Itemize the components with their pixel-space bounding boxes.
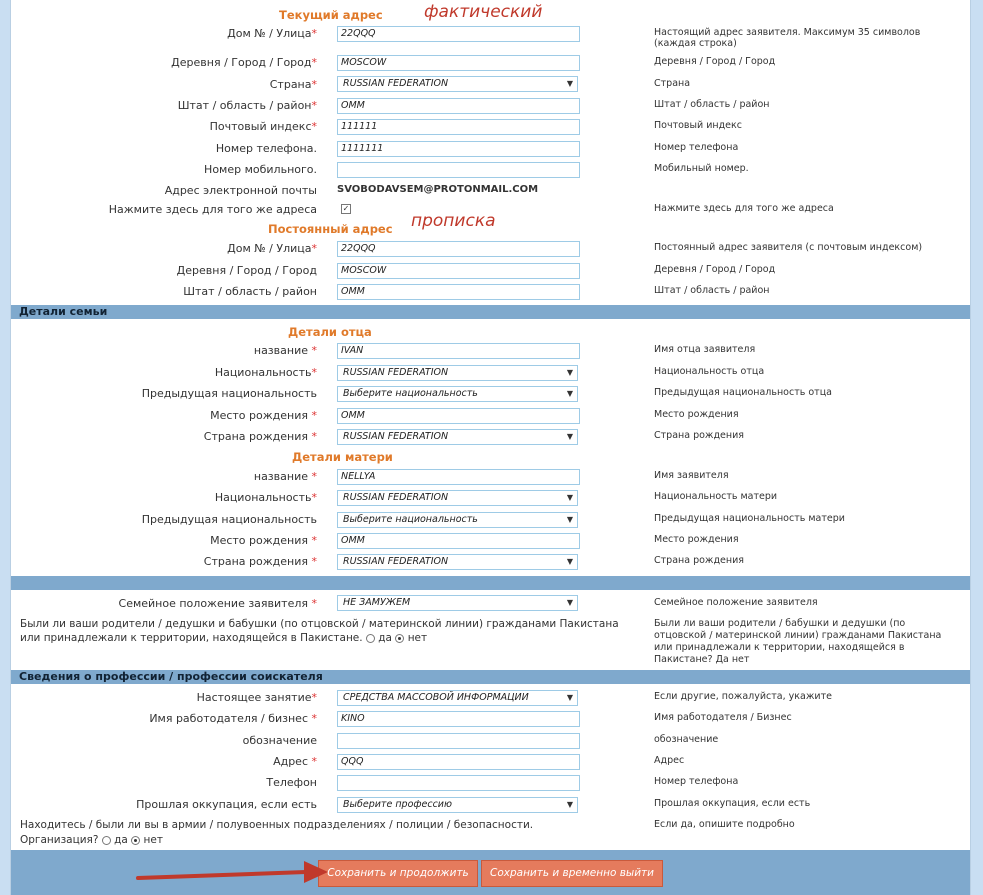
same-address-checkbox[interactable]: ✓	[342, 204, 350, 213]
mother-title: Детали матери	[292, 450, 393, 464]
village-label: Деревня / Город / Город*	[171, 56, 317, 69]
father-name-input[interactable]: IVAN	[337, 343, 580, 359]
current-address-title: Текущий адрес	[279, 8, 383, 22]
phone-input[interactable]: 1111111	[337, 141, 580, 157]
house-input[interactable]: 22QQQ	[337, 26, 580, 42]
same-address-hint: Нажмите здесь для того же адреса	[654, 203, 834, 214]
save-continue-button[interactable]: Сохранить и продолжить	[318, 860, 478, 887]
state-input[interactable]: OMM	[337, 98, 580, 114]
father-prev-nationality-label: Предыдущая национальность	[141, 387, 317, 400]
perm-house-hint: Постоянный адрес заявителя (с почтовым индексом)	[654, 242, 923, 253]
employer-phone-label: Телефон	[266, 776, 317, 789]
chevron-down-icon: ▼	[566, 515, 573, 524]
father-nationality-label: Национальность*	[214, 366, 317, 379]
state-hint: Штат / область / район	[654, 99, 770, 110]
perm-village-hint: Деревня / Город / Город	[654, 264, 776, 275]
state-label: Штат / область / район*	[177, 99, 317, 112]
army-yes-label: да	[114, 834, 128, 846]
employer-label: Имя работодателя / бизнес *	[149, 712, 317, 725]
chevron-down-icon: ▼	[566, 493, 573, 502]
father-birth-country-label: Страна рождения *	[203, 430, 317, 443]
country-select[interactable]: RUSSIAN FEDERATION ▼	[337, 76, 578, 92]
army-yes-radio[interactable]	[102, 836, 111, 845]
phone-hint: Номер телефона	[654, 142, 739, 153]
employer-phone-input[interactable]	[337, 775, 580, 791]
past-occupation-select[interactable]: Выберите профессию ▼	[337, 797, 578, 813]
chevron-down-icon: ▼	[566, 389, 573, 398]
phone-label: Номер телефона.	[215, 142, 317, 155]
father-nationality-hint: Национальность отца	[654, 366, 765, 377]
employer-address-hint: Адрес	[654, 755, 685, 766]
perm-state-label: Штат / область / район	[183, 285, 317, 298]
past-occupation-label: Прошлая оккупация, если есть	[136, 798, 317, 811]
profession-section-band: Сведения о профессии / профессии соискателя	[11, 670, 970, 684]
email-label: Адрес электронной почты	[164, 184, 317, 197]
postal-hint: Почтовый индекс	[654, 120, 742, 131]
perm-state-hint: Штат / область / район	[654, 285, 770, 296]
permanent-address-title: Постоянный адрес	[268, 222, 393, 236]
employer-input[interactable]: KINO	[337, 711, 580, 727]
father-prev-nationality-hint: Предыдущая национальность отца	[654, 387, 833, 398]
occupation-label: Настоящее занятие*	[196, 691, 317, 704]
army-question-line2: Организация? да нет	[20, 834, 163, 846]
pakistan-hint: Были ли ваши родители / бабушки и дедушки (по отцовской / материнской линии) гражданами Пакистана или принадлежали к территории, находящейся в Пакистане? Да нет	[654, 618, 942, 665]
village-input[interactable]: MOSCOW	[337, 55, 580, 71]
mother-prev-nationality-label: Предыдущая национальность	[141, 513, 317, 526]
mobile-label: Номер мобильного.	[204, 163, 317, 176]
mother-name-hint: Имя заявителя	[654, 470, 729, 481]
mother-nationality-select[interactable]: RUSSIAN FEDERATION ▼	[337, 490, 578, 506]
mother-birth-country-hint: Страна рождения	[654, 555, 744, 566]
house-hint: Настоящий адрес заявителя. Максимум 35 символов (каждая строка)	[654, 27, 921, 49]
army-hint: Если да, опишите подробно	[654, 819, 795, 830]
mother-birth-country-label: Страна рождения *	[203, 555, 317, 568]
chevron-down-icon: ▼	[566, 693, 573, 702]
village-hint: Деревня / Город / Город	[654, 56, 776, 67]
country-label: Страна*	[269, 78, 317, 91]
perm-village-label: Деревня / Город / Город	[176, 264, 317, 277]
annotation-registration: прописка	[411, 211, 496, 231]
mother-nationality-label: Национальность*	[214, 491, 317, 504]
marital-hint: Семейное положение заявителя	[654, 597, 818, 608]
annotation-factual: фактический	[424, 2, 543, 22]
mother-name-input[interactable]: NELLYA	[337, 469, 580, 485]
mother-nationality-hint: Национальность матери	[654, 491, 778, 502]
chevron-down-icon: ▼	[566, 557, 573, 566]
father-name-label: название *	[253, 344, 317, 357]
divider-band	[11, 576, 970, 590]
father-prev-nationality-select[interactable]: Выберите национальность ▼	[337, 386, 578, 402]
army-question-line1: Находитесь / были ли вы в армии / полувоенных подразделениях / полиции / безопасности.	[20, 819, 534, 831]
chevron-down-icon: ▼	[566, 432, 573, 441]
designation-label: обозначение	[242, 734, 317, 747]
occupation-select[interactable]: СРЕДСТВА МАССОВОЙ ИНФОРМАЦИИ ▼	[337, 690, 578, 706]
father-birthplace-input[interactable]: OMM	[337, 408, 580, 424]
mother-birthplace-input[interactable]: OMM	[337, 533, 580, 549]
mobile-input[interactable]	[337, 162, 580, 178]
mother-name-label: название *	[253, 470, 317, 483]
father-birthplace-hint: Место рождения	[654, 409, 739, 420]
house-label: Дом № / Улица*	[227, 27, 317, 40]
chevron-down-icon: ▼	[566, 79, 573, 88]
mother-prev-nationality-select[interactable]: Выберите национальность ▼	[337, 512, 578, 528]
mother-birth-country-select[interactable]: RUSSIAN FEDERATION ▼	[337, 554, 578, 570]
pakistan-yes-radio[interactable]	[366, 634, 375, 643]
father-birth-country-hint: Страна рождения	[654, 430, 744, 441]
pakistan-no-label: нет	[407, 632, 428, 644]
mother-birthplace-hint: Место рождения	[654, 534, 739, 545]
pakistan-question-line1: Были ли ваши родители / дедушки и бабушки (по отцовской / материнской линии) гражданами Пакистана	[20, 618, 619, 630]
marital-label: Семейное положение заявителя *	[118, 597, 317, 610]
chevron-down-icon: ▼	[566, 368, 573, 377]
designation-hint: обозначение	[654, 734, 719, 745]
occupation-hint: Если другие, пожалуйста, укажите	[654, 691, 832, 702]
postal-label: Почтовый индекс*	[209, 120, 317, 133]
father-name-hint: Имя отца заявителя	[654, 344, 756, 355]
pakistan-no-radio[interactable]	[395, 634, 404, 643]
perm-house-input[interactable]: 22QQQ	[337, 241, 580, 257]
father-nationality-select[interactable]: RUSSIAN FEDERATION ▼	[337, 365, 578, 381]
perm-house-label: Дом № / Улица*	[227, 242, 317, 255]
perm-state-input[interactable]: OMM	[337, 284, 580, 300]
employer-address-label: Адрес *	[273, 755, 317, 768]
email-value: SVOBODAVSEM@PROTONMAIL.COM	[337, 184, 539, 195]
save-exit-button[interactable]: Сохранить и временно выйти	[481, 860, 663, 887]
chevron-down-icon: ▼	[566, 598, 573, 607]
arrow-annotation-icon	[136, 858, 331, 888]
employer-phone-hint: Номер телефона	[654, 776, 739, 787]
army-no-label: нет	[143, 834, 163, 846]
father-birth-country-select[interactable]: RUSSIAN FEDERATION ▼	[337, 429, 578, 445]
marital-select[interactable]: НЕ ЗАМУЖЕМ ▼	[337, 595, 578, 611]
family-section-band: Детали семьи	[11, 305, 970, 319]
father-birthplace-label: Место рождения *	[210, 409, 317, 422]
father-title: Детали отца	[288, 325, 372, 339]
employer-address-input[interactable]: QQQ	[337, 754, 580, 770]
designation-input[interactable]	[337, 733, 580, 749]
perm-village-input[interactable]: MOSCOW	[337, 263, 580, 279]
postal-input[interactable]: 111111	[337, 119, 580, 135]
mother-prev-nationality-hint: Предыдущая национальность матери	[654, 513, 845, 524]
pakistan-question-line2: или принадлежали к территории, находящейся в Пакистане. да нет	[20, 632, 428, 644]
country-hint: Страна	[654, 78, 691, 89]
form-page	[10, 0, 971, 895]
mother-birthplace-label: Место рождения *	[210, 534, 317, 547]
employer-hint: Имя работодателя / Бизнес	[654, 712, 792, 723]
same-address-label: Нажмите здесь для того же адреса	[108, 203, 317, 216]
mobile-hint: Мобильный номер.	[654, 163, 749, 174]
army-no-radio[interactable]	[131, 836, 140, 845]
chevron-down-icon: ▼	[566, 800, 573, 809]
past-occupation-hint: Прошлая оккупация, если есть	[654, 798, 811, 809]
pakistan-yes-label: да	[378, 632, 392, 644]
